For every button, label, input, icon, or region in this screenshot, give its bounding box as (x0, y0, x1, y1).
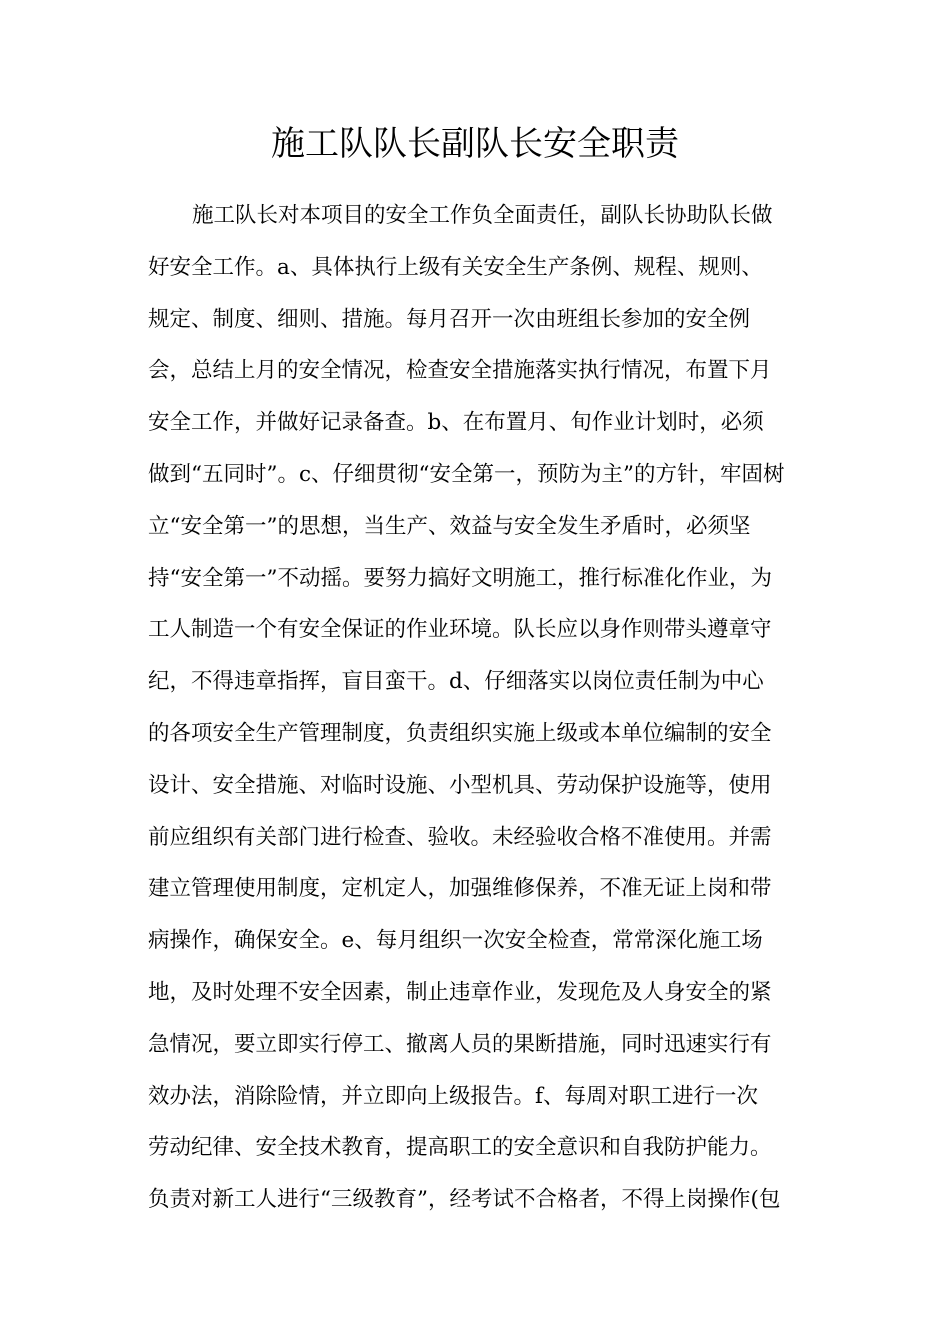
body-line: 前应组织有关部门进行检查、验收。未经验收合格不准使用。并需 (148, 824, 772, 850)
body-line: 负责对新工人进行“三级教育”，经考试不合格者，不得上岗操作(包 (148, 1187, 781, 1213)
body-line: 急情况，要立即实行停工、撤离人员的果断措施，同时迅速实行有 (148, 1031, 772, 1057)
body-line: 会，总结上月的安全情况，检查安全措施落实执行情况，布置下月 (148, 358, 772, 384)
body-line: 施工队长对本项目的安全工作负全面责任，副队长协助队长做 (192, 203, 773, 228)
body-line: 规定、制度、细则、措施。每月召开一次由班组长参加的安全例 (148, 306, 751, 332)
body-line: 立“安全第一”的思想，当生产、效益与安全发生矛盾时，必须坚 (148, 513, 751, 539)
body-line: 建立管理使用制度，定机定人，加强维修保养，不准无证上岗和带 (148, 876, 772, 902)
body-line: 设计、安全措施、对临时设施、小型机具、劳动保护设施等，使用 (148, 772, 772, 798)
document-body (148, 190, 808, 1226)
body-line: 做到“五同时”。c、仔细贯彻“安全第一，预防为主”的方针，牢固树 (148, 461, 785, 487)
body-line: 病操作，确保安全。e、每月组织一次安全检查，常常深化施工场 (148, 928, 763, 954)
document-title: 施工队队长副队长安全职责 (271, 124, 679, 164)
body-line: 持“安全第一”不动摇。要努力搞好文明施工，推行标准化作业，为 (148, 565, 772, 591)
body-line: 劳动纪律、安全技术教育，提高职工的安全意识和自我防护能力。 (148, 1135, 772, 1161)
body-line: 工人制造一个有安全保证的作业环境。队长应以身作则带头遵章守 (148, 617, 772, 643)
body-line: 好安全工作。a、具体执行上级有关安全生产条例、规程、规则、 (148, 254, 763, 280)
body-line: 效办法，消除险情，并立即向上级报告。f、每周对职工进行一次 (148, 1083, 758, 1109)
body-line: 纪，不得违章指挥，盲目蛮干。d、仔细落实以岗位责任制为中心 (148, 669, 764, 695)
body-line: 的各项安全生产管理制度，负责组织实施上级或本单位编制的安全 (148, 720, 772, 746)
body-line: 地，及时处理不安全因素，制止违章作业，发现危及人身安全的紧 (148, 979, 772, 1005)
body-line: 安全工作，并做好记录备查。b、在布置月、旬作业计划时，必须 (148, 410, 764, 436)
